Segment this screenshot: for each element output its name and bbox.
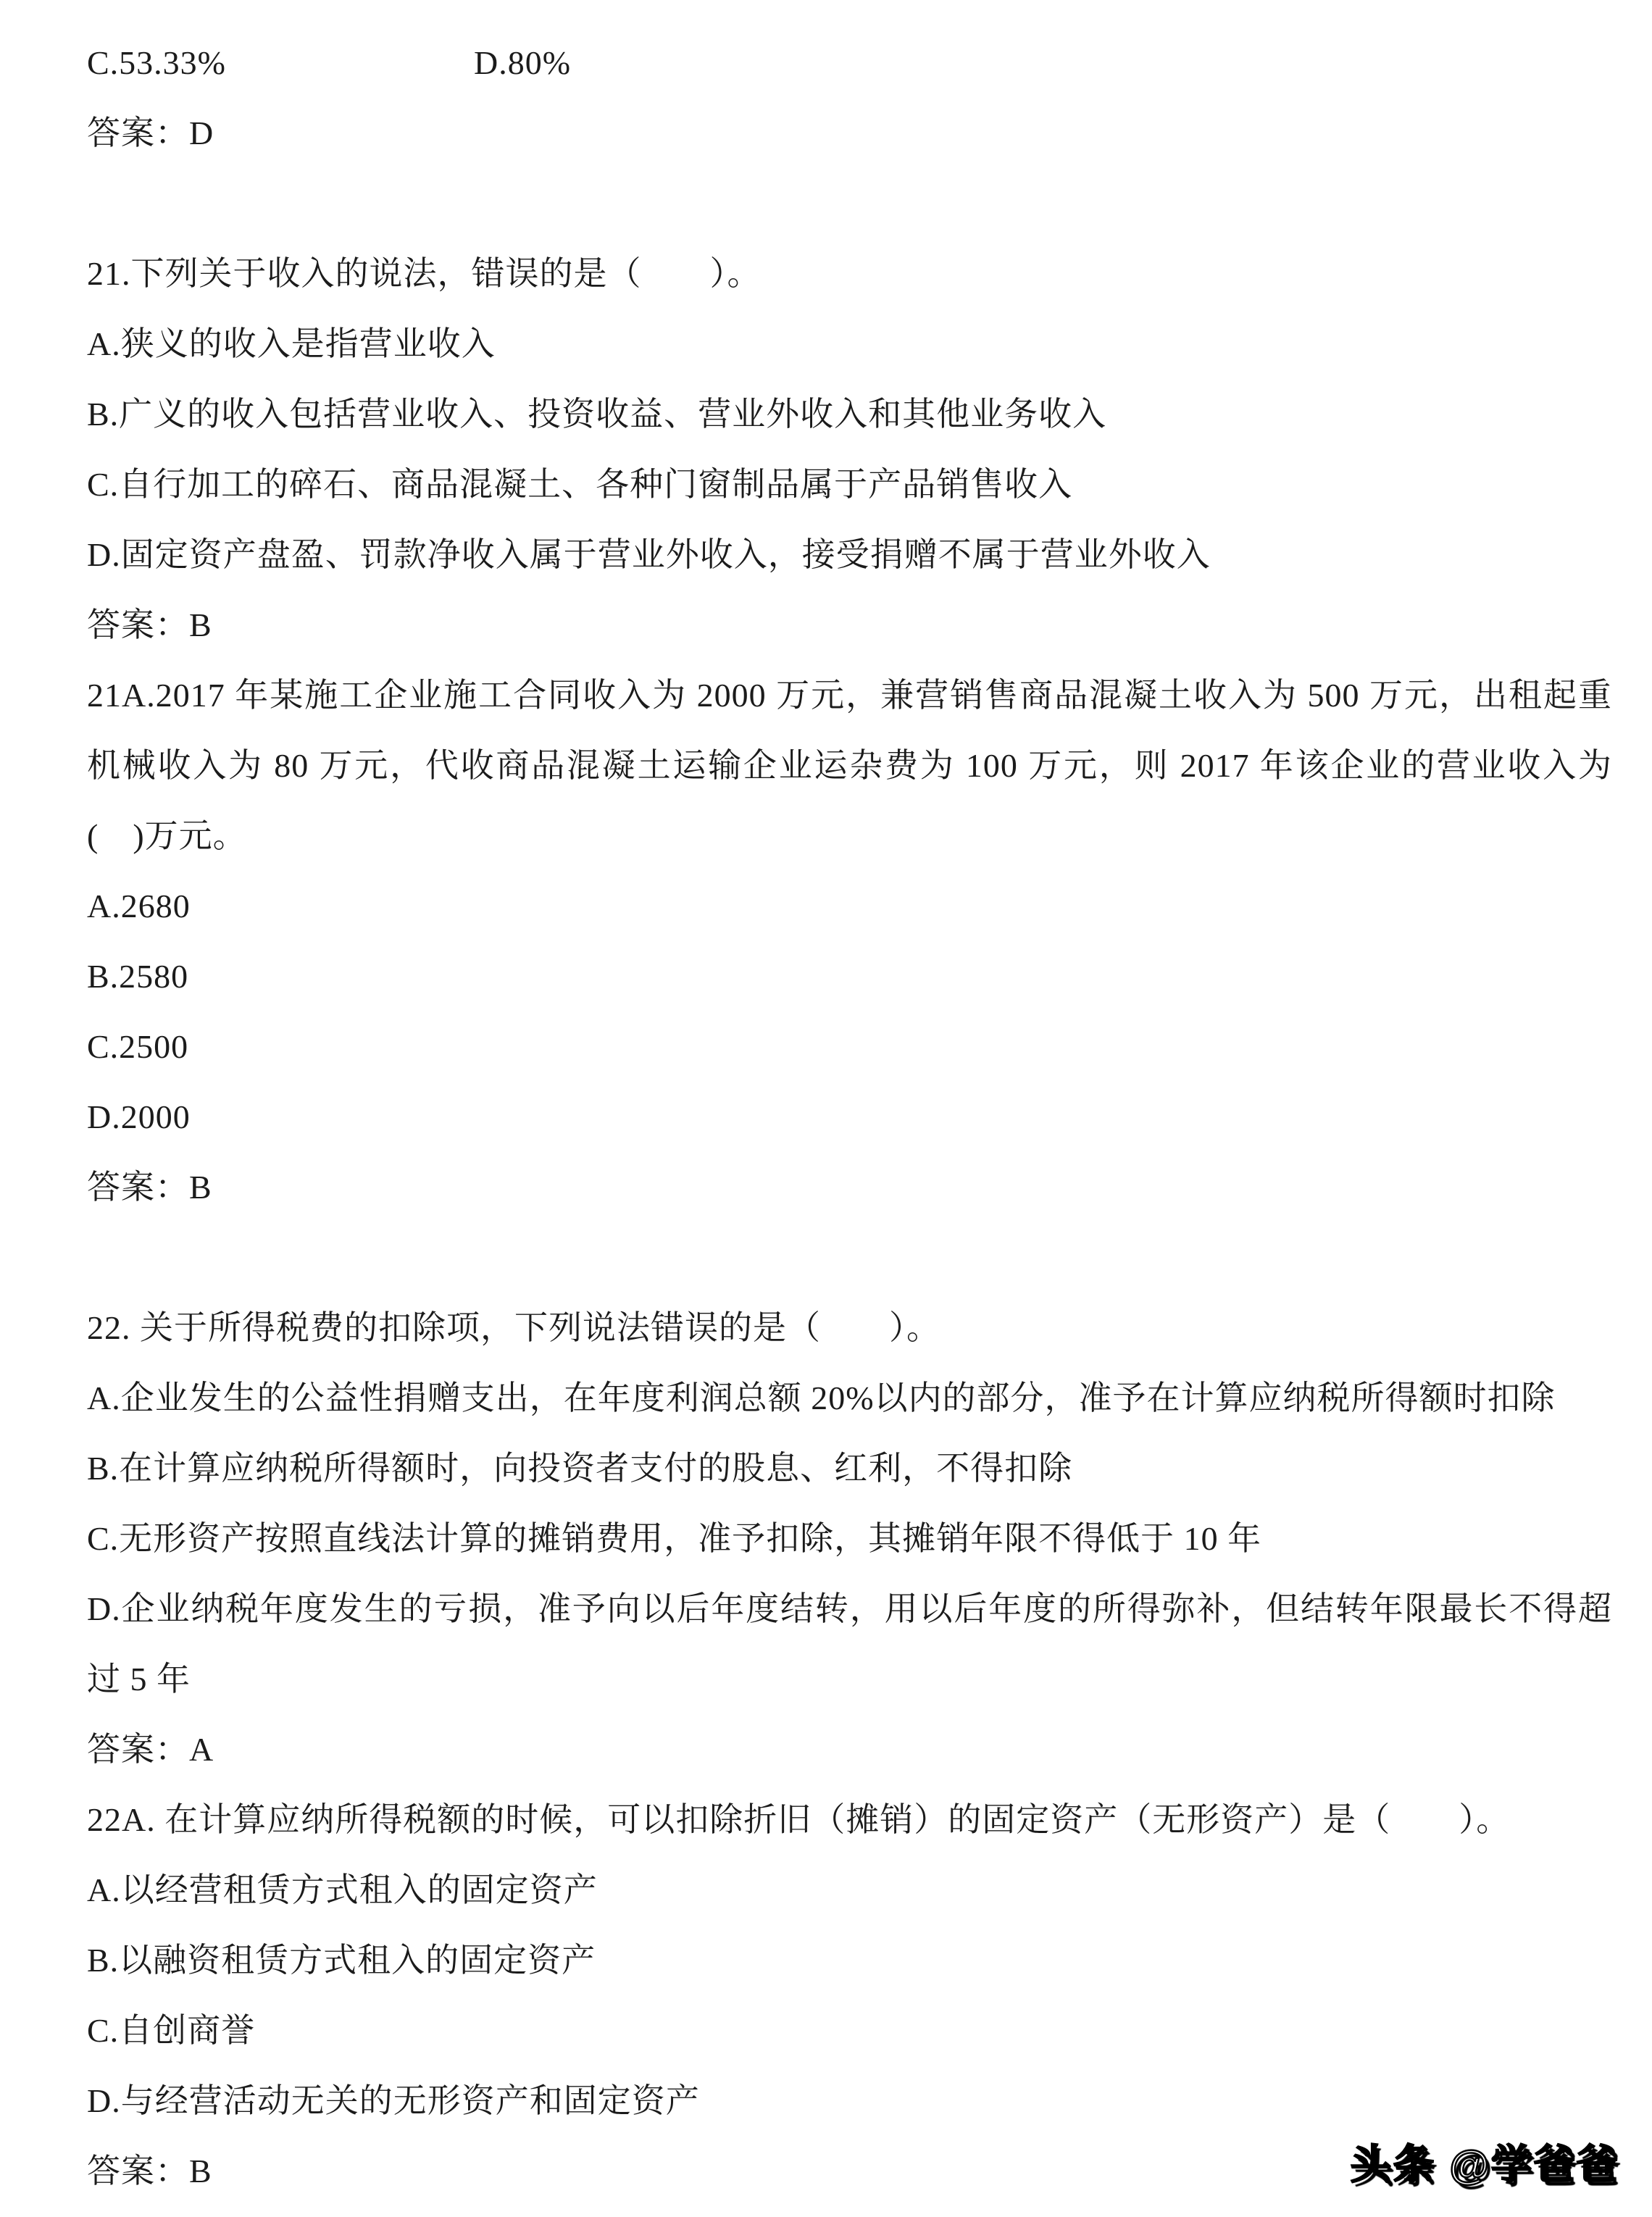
toutiao-watermark: 头条 @学爸爸: [1350, 2142, 1619, 2187]
options-row: [87, 28, 1612, 98]
option-a: A.2680: [87, 888, 191, 924]
option-b: B.以融资租赁方式租入的固定资产: [87, 1942, 596, 1979]
option-d: D.固定资产盘盈、罚款净收入属于营业外收入，接受捐赠不属于营业外收入: [87, 536, 1211, 573]
option-c: C.无形资产按照直线法计算的摊销费用，准予扣除，其摊销年限不得低于 10 年: [87, 1520, 1262, 1557]
question-21-block: [87, 238, 1612, 660]
option-a: A.以经营租赁方式租入的固定资产: [87, 1871, 598, 1908]
answer-line: 答案：D: [87, 114, 214, 151]
option-a: A.狭义的收入是指营业收入: [87, 325, 496, 362]
option-b: B.2580: [87, 958, 189, 995]
question-22-block: [87, 1293, 1612, 1784]
blank-line: [87, 1222, 1612, 1293]
option-d: D.企业纳税年度发生的亏损，准予向以后年度结转，用以后年度的所得弥补，但结转年限最长不得超过 5 年: [87, 1590, 1612, 1698]
answer-line: 答案：B: [87, 2153, 212, 2189]
exam-page: [87, 28, 1612, 2206]
option-c: C.自行加工的碎石、商品混凝土、各种门窗制品属于产品销售收入: [87, 466, 1073, 503]
option-b: B.在计算应纳税所得额时，向投资者支付的股息、红利，不得扣除: [87, 1450, 1073, 1487]
option-a: A.企业发生的公益性捐赠支出，在年度利润总额 20%以内的部分，准予在计算应纳税所得额时扣除: [87, 1379, 1556, 1416]
answer-line: 答案：B: [87, 606, 212, 643]
option-b: B.广义的收入包括营业收入、投资收益、营业外收入和其他业务收入: [87, 396, 1107, 433]
question-21a-block: [87, 660, 1612, 1222]
option-c: C.2500: [87, 1028, 189, 1065]
question-stem: 21A.2017 年某施工企业施工合同收入为 2000 万元，兼营销售商品混凝土收入为 500 万元，出租起重机械收入为 80 万元，代收商品混凝土运输企业运杂费为 100 万元，则 2017 年该企业的营业收入为( )万元。: [87, 677, 1612, 854]
answer-line: 答案：B: [87, 1169, 212, 1206]
question-stem: 22. 关于所得税费的扣除项，下列说法错误的是（ ）。: [87, 1309, 940, 1346]
question-stem: 21.下列关于收入的说法，错误的是（ ）。: [87, 255, 762, 292]
option-c: C.53.33%: [87, 44, 226, 81]
option-d: D.与经营活动无关的无形资产和固定资产: [87, 2082, 700, 2119]
answer-line: 答案：A: [87, 1731, 214, 1768]
option-c: C.自创商誉: [87, 2012, 256, 2049]
blank-line: [87, 168, 1612, 238]
question-20-tail-block: [87, 28, 1612, 168]
option-d: D.2000: [87, 1098, 191, 1135]
question-stem: 22A. 在计算应纳所得税额的时候，可以扣除折旧（摊销）的固定资产（无形资产）是（ ）。: [87, 1801, 1511, 1838]
option-d: D.80%: [474, 44, 572, 81]
